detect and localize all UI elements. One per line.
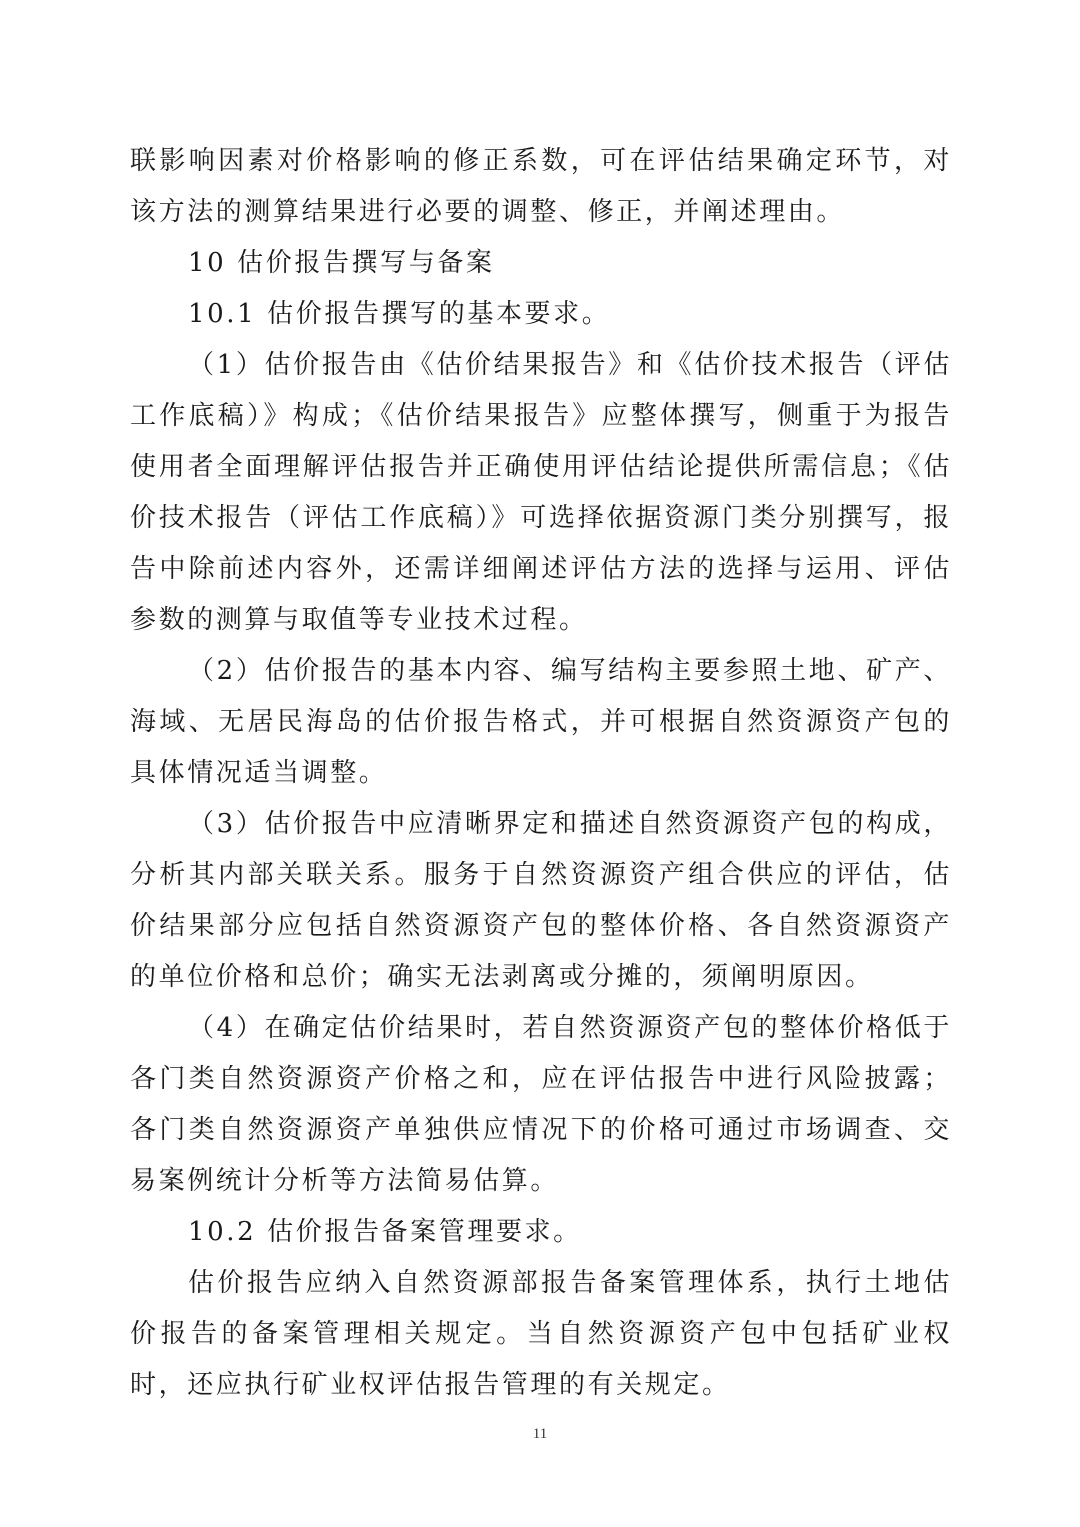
page-number: 11 <box>532 1426 548 1442</box>
paragraph-item-3: （3）估价报告中应清晰界定和描述自然资源资产包的构成，分析其内部关联关系。服务于自然资源资产组合供应的评估，估价结果部分应包括自然资源资产包的整体价格、各自然资源资产的单位价格和总价；确实无法剥离或分摊的，须阐明原因。 <box>130 809 952 992</box>
paragraph-filing-requirements: 估价报告应纳入自然资源部报告备案管理体系，执行土地估价报告的备案管理相关规定。当自然资源资产包中包括矿业权时，还应执行矿业权评估报告管理的有关规定。 <box>130 1268 952 1400</box>
paragraph-item-2: （2）估价报告的基本内容、编写结构主要参照土地、矿产、海域、无居民海岛的估价报告格式，并可根据自然资源资产包的具体情况适当调整。 <box>130 656 952 788</box>
document-body <box>130 136 952 1411</box>
paragraph-item-1: （1）估价报告由《估价结果报告》和《估价技术报告（评估工作底稿）》构成；《估价结果报告》应整体撰写，侧重于为报告使用者全面理解评估报告并正确使用评估结论提供所需信息；《估价技术报告（评估工作底稿）》可选择依据资源门类分别撰写，报告中除前述内容外，还需详细阐述评估方法的选择与运用、评估参数的测算与取值等专业技术过程。 <box>130 350 952 635</box>
subsection-heading-10-1: 10.1 估价报告撰写的基本要求。 <box>188 299 611 329</box>
paragraph-item-4: （4）在确定估价结果时，若自然资源资产包的整体价格低于各门类自然资源资产价格之和，应在评估报告中进行风险披露；各门类自然资源资产单独供应情况下的价格可通过市场调查、交易案例统计分析等方法简易估算。 <box>130 1013 952 1196</box>
paragraph-continuation: 联影响因素对价格影响的修正系数，可在评估结果确定环节，对该方法的测算结果进行必要的调整、修正，并阐述理由。 <box>130 146 952 227</box>
section-heading-10: 10 估价报告撰写与备案 <box>188 248 495 278</box>
subsection-heading-10-2: 10.2 估价报告备案管理要求。 <box>188 1217 582 1247</box>
